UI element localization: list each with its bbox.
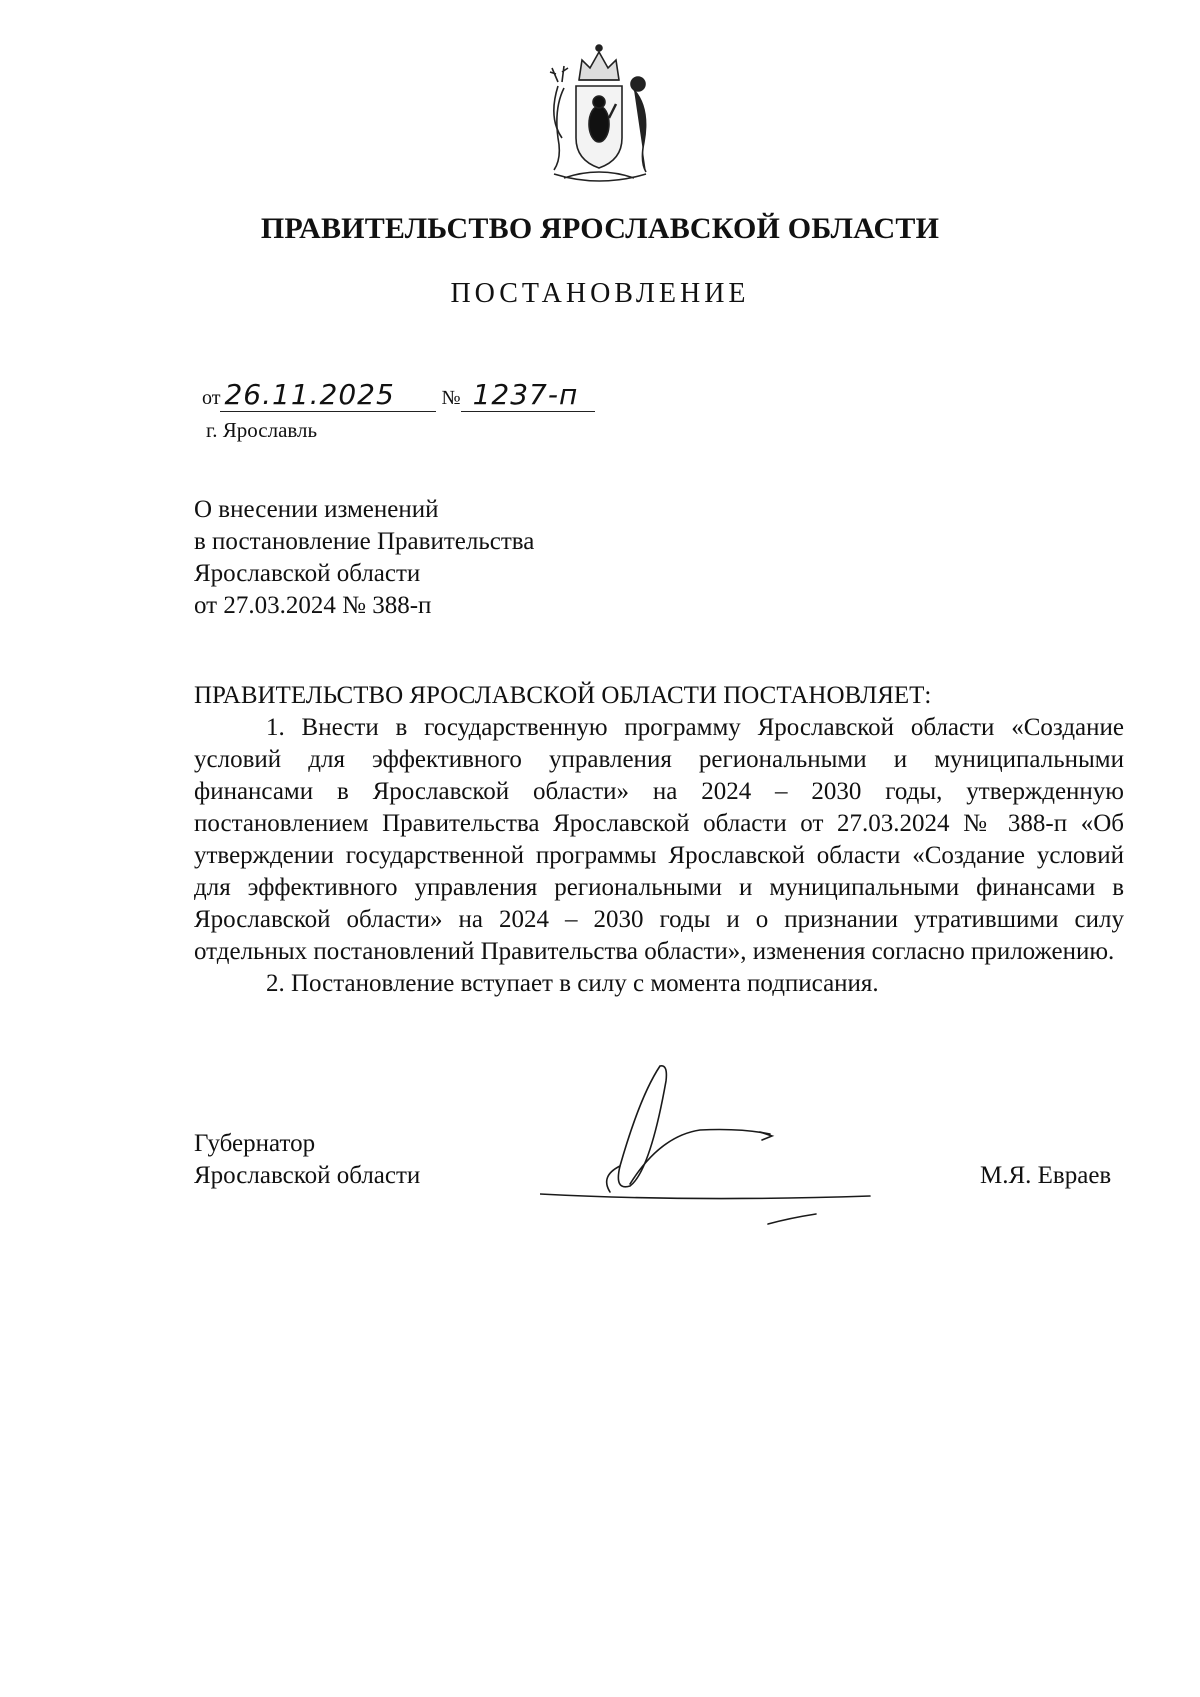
date-prefix: от xyxy=(202,387,221,409)
number-prefix: № xyxy=(441,387,461,409)
document-date: 26.11.2025 xyxy=(224,378,395,411)
document-type: ПОСТАНОВЛЕНИЕ xyxy=(450,278,750,309)
decree-heading: ПРАВИТЕЛЬСТВО ЯРОСЛАВСКОЙ ОБЛАСТИ ПОСТАНОВЛЯЕТ: xyxy=(194,682,932,709)
subject-line: Ярославской области xyxy=(194,560,421,587)
signatory-position xyxy=(194,1128,420,1192)
coat-of-arms-icon xyxy=(534,38,664,188)
organization-title: ПРАВИТЕЛЬСТВО ЯРОСЛАВСКОЙ ОБЛАСТИ xyxy=(260,212,940,245)
paragraph-1: 1. Внести в государственную программу Ярославской области «Создание условий для эффективного управления региональными и муниципальными финансами в Ярославской области» на 2024 – 2030 годы, утвержденную постановлением Правительства Ярославской области от 27.03.2024 № 388-п «Об утверждении государственной программы Ярославской области «Создание условий для эффективного управления региональными и муниципальными финансами в Ярославской области» на 2024 – 2030 годы и о признании утратившими силу отдельных постановлений Правительства области», изменения согласно приложению. xyxy=(194,714,1124,965)
number-field xyxy=(461,378,595,412)
subject-line: О внесении изменений xyxy=(194,496,439,523)
document-city: г. Ярославль xyxy=(206,418,318,442)
document-number: 1237-п xyxy=(472,378,579,411)
paragraph-2: 2. Постановление вступает в силу с момента подписания. xyxy=(266,970,879,997)
document-body xyxy=(194,680,1124,1000)
signatory-name: М.Я. Евраев xyxy=(980,1162,1112,1189)
signature-icon xyxy=(540,1056,880,1236)
position-line: Губернатор xyxy=(194,1130,316,1157)
document-subject xyxy=(194,494,534,622)
position-line: Ярославской области xyxy=(194,1162,421,1189)
document-meta xyxy=(202,378,595,412)
date-field xyxy=(220,378,436,412)
subject-line: от 27.03.2024 № 388-п xyxy=(194,592,432,619)
subject-line: в постановление Правительства xyxy=(194,528,535,555)
